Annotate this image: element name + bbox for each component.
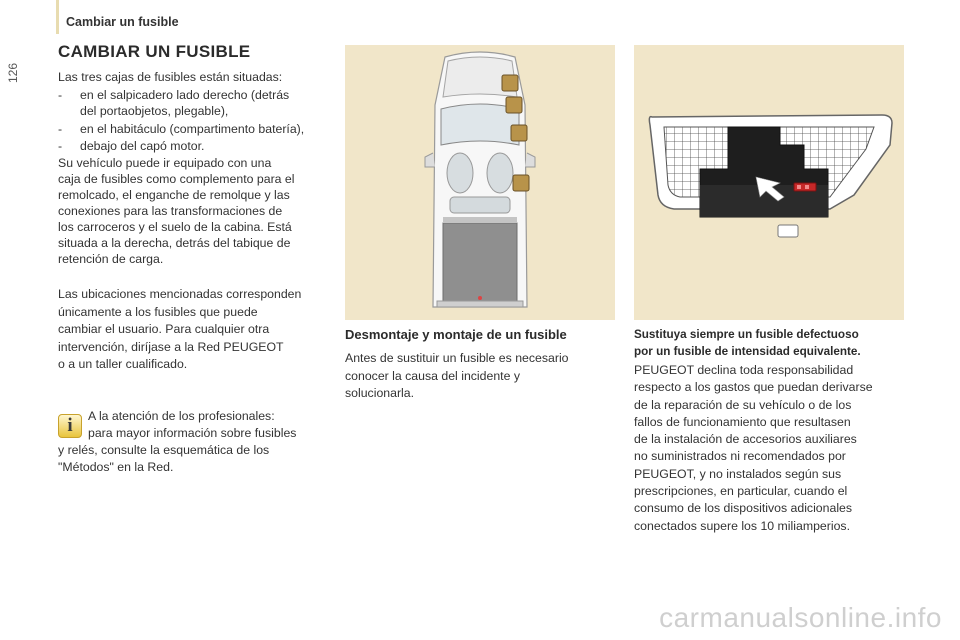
- intro-text: Las tres cajas de fusibles están situadas:: [58, 70, 283, 84]
- list-item: [58, 138, 328, 154]
- section-header: Cambiar un fusible: [66, 15, 179, 29]
- text-line: y relés, consulte la esquemática de los: [58, 443, 270, 457]
- info-icon: i: [58, 414, 82, 438]
- text-line: conocer la causa del incidente y: [345, 368, 520, 383]
- page-number: 126: [6, 62, 20, 84]
- list-item: [58, 87, 328, 119]
- list-item: [58, 121, 328, 137]
- paragraph-auxiliary-fusebox: [58, 155, 328, 267]
- text-line: A la atención de los profesionales:: [88, 409, 275, 423]
- text-line: no suministrados ni recomendados por: [634, 449, 846, 464]
- text-line: conectados supere los 10 miliamperios.: [634, 518, 850, 533]
- text-line: respecto a los gastos que puedan derivarse: [634, 380, 873, 395]
- text-line: o a un taller cualificado.: [58, 357, 188, 371]
- text-line: de la instalación de accesorios auxiliares: [634, 432, 857, 447]
- paragraph-disclaimer: [634, 362, 909, 535]
- header-accent-bar: [56, 0, 59, 34]
- paragraph-removal: [345, 350, 610, 403]
- text-line: Sustituya siempre un fusible defectuoso: [634, 328, 859, 341]
- text-line: los carroceros y el suelo de la cabina. Está: [58, 220, 292, 234]
- info-text-bottom: [58, 442, 328, 476]
- list-item-line: debajo del capó motor.: [80, 139, 205, 153]
- info-text-top: [88, 408, 328, 442]
- text-line: prescripciones, en particular, cuando el: [634, 484, 848, 499]
- watermark-text: carmanualsonline.info: [659, 602, 942, 633]
- list-dash: -: [58, 122, 63, 136]
- text-line: consumo de los dispositivos adicionales: [634, 501, 853, 516]
- text-line: únicamente a los fusibles que puede: [58, 304, 258, 319]
- text-line: "Métodos" en la Red.: [58, 460, 174, 474]
- list-item-line: en el habitáculo (compartimento batería),: [80, 122, 305, 136]
- text-line: Las ubicaciones mencionadas corresponden: [58, 287, 302, 301]
- text-line: cambiar el usuario. Para cualquier otra: [58, 322, 270, 336]
- text-line: caja de fusibles como complemento para el: [58, 172, 295, 186]
- text-line: fallos de funcionamiento que resultasen: [634, 414, 851, 429]
- list-item-line: del portaobjetos, plegable),: [80, 104, 229, 118]
- text-line: PEUGEOT, y no instalados según sus: [634, 466, 842, 481]
- page-title: CAMBIAR UN FUSIBLE: [58, 42, 251, 61]
- text-line: Su vehículo puede ir equipado con una: [58, 156, 272, 170]
- text-line: remolcado, el enganche de remolque y las: [58, 188, 290, 202]
- list-dash: -: [58, 88, 63, 102]
- warning-bold-text: [634, 326, 909, 360]
- text-line: de la reparación de su vehículo o de los: [634, 397, 852, 412]
- text-line: Antes de sustituir un fusible es necesario: [345, 351, 569, 365]
- text-line: por un fusible de intensidad equivalente.: [634, 345, 861, 358]
- text-line: solucionarla.: [345, 386, 415, 400]
- text-line: conexiones para las transformaciones de: [58, 204, 283, 218]
- fuse-box-detail-illustration: [634, 45, 904, 320]
- text-line: situada a la derecha, detrás del tabique de: [58, 236, 291, 250]
- text-line: retención de carga.: [58, 252, 164, 266]
- text-line: PEUGEOT declina toda responsabilidad: [634, 363, 854, 377]
- text-line: intervención, diríjase a la Red PEUGEOT: [58, 339, 284, 354]
- van-fusebox-location-illustration: [345, 45, 615, 320]
- list-dash: -: [58, 139, 63, 153]
- list-item-line: en el salpicadero lado derecho (detrás: [80, 88, 290, 102]
- text-line: para mayor información sobre fusibles: [88, 426, 297, 440]
- paragraph-locations: [58, 286, 333, 374]
- section-heading-removal: Desmontaje y montaje de un fusible: [345, 327, 567, 342]
